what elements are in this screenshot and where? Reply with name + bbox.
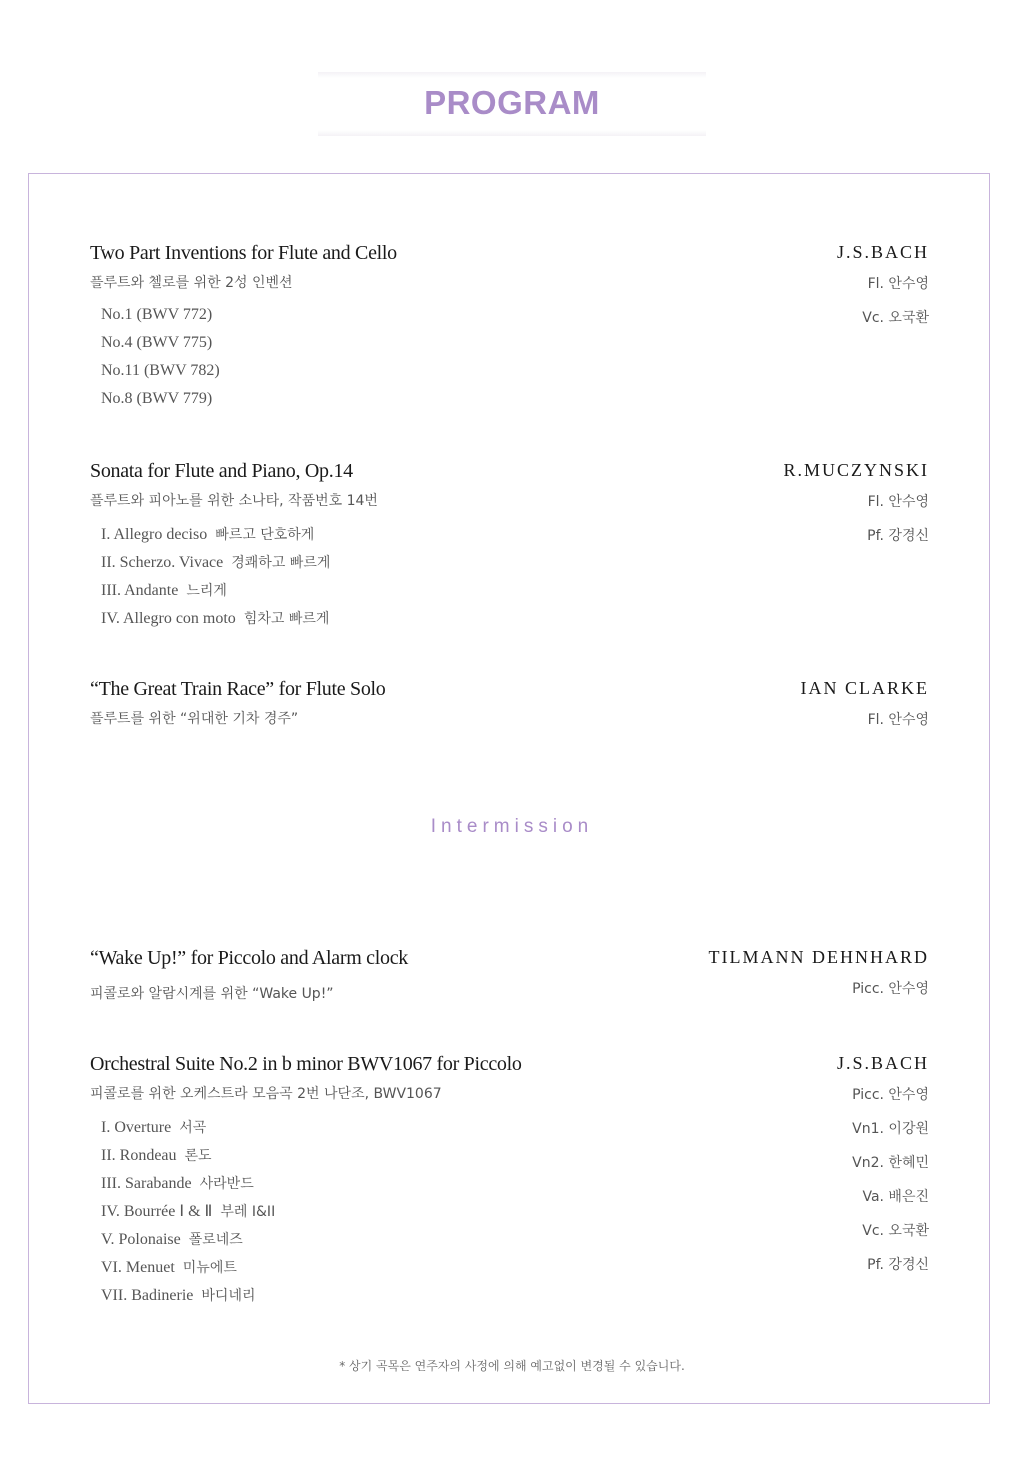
page-title: PROGRAM (424, 84, 600, 121)
movement-item: III. Andante 느리게 (101, 582, 227, 599)
piece-title: Sonata for Flute and Piano, Op.14 (90, 460, 353, 482)
composer-name: J.S.BACH (836, 1053, 929, 1073)
performer: Vn1. 이강원 (852, 1121, 929, 1137)
movement-list (101, 525, 330, 637)
performer-list (852, 979, 929, 1013)
movement-item: IV. Allegro con moto 힘차고 빠르게 (101, 610, 330, 627)
performer: Fl. 안수영 (867, 712, 929, 728)
movement-item: VI. Menuet 미뉴에트 (101, 1259, 237, 1276)
performer: Vc. 오국환 (862, 1223, 929, 1239)
performer: Fl. 안수영 (867, 276, 929, 292)
piece-subtitle: 피콜로를 위한 오케스트라 모음곡 2번 나단조, BWV1067 (90, 1086, 442, 1102)
movement-item: No.1 (BWV 772) (101, 306, 213, 323)
movement-item: No.11 (BWV 782) (101, 362, 220, 379)
performer: Fl. 안수영 (867, 494, 929, 510)
composer-name: TILMANN DEHNHARD (708, 947, 929, 967)
piece-subtitle: 플루트와 피아노를 위한 소나타, 작품번호 14번 (90, 493, 378, 509)
performer-list (867, 492, 929, 560)
movement-item: I. Allegro deciso 빠르고 단호하게 (101, 526, 315, 543)
movement-item: VII. Badinerie 바디네리 (101, 1287, 256, 1304)
performer: Vc. 오국환 (862, 310, 929, 326)
movement-item: III. Sarabande 사라반드 (101, 1175, 254, 1192)
movement-list (101, 1118, 275, 1314)
movement-item: II. Scherzo. Vivace 경쾌하고 빠르게 (101, 554, 331, 571)
performer: Pf. 강경신 (867, 1257, 929, 1273)
performer: Picc. 안수영 (852, 981, 929, 997)
composer-name: R.MUCZYNSKI (783, 460, 929, 480)
piece-title: Two Part Inventions for Flute and Cello (90, 242, 397, 264)
piece-title: Orchestral Suite No.2 in b minor BWV1067 for Piccolo (90, 1053, 522, 1075)
performer-list (868, 710, 929, 744)
movement-item: No.8 (BWV 779) (101, 390, 213, 407)
performer: Picc. 안수영 (852, 1087, 929, 1103)
movement-item: II. Rondeau 론도 (101, 1147, 212, 1164)
piece-subtitle: 피콜로와 알람시계를 위한 “Wake Up!” (90, 986, 334, 1002)
composer-name: IAN CLARKE (800, 678, 929, 698)
piece-title: “Wake Up!” for Piccolo and Alarm clock (90, 947, 408, 969)
intermission-label: Intermission (430, 816, 594, 837)
movement-item: V. Polonaise 폴로네즈 (101, 1231, 243, 1248)
movement-item: IV. Bourrée Ⅰ & Ⅱ 부레 I&II (101, 1203, 276, 1220)
performer: Pf. 강경신 (867, 528, 929, 544)
piece-subtitle: 플루트와 첼로를 위한 2성 인벤션 (90, 275, 293, 291)
performer-list (862, 274, 929, 342)
performer: Va. 배은진 (862, 1189, 929, 1205)
performer: Vn2. 한혜민 (852, 1155, 929, 1171)
movement-item: I. Overture 서곡 (101, 1119, 207, 1136)
movement-list (101, 305, 220, 417)
performer-list (852, 1085, 929, 1289)
footnote: * 상기 곡목은 연주자의 사정에 의해 예고없이 변경될 수 있습니다. (339, 1359, 685, 1373)
piece-title: “The Great Train Race” for Flute Solo (90, 678, 386, 700)
piece-subtitle: 플루트를 위한 “위대한 기차 경주” (90, 711, 299, 727)
composer-name: J.S.BACH (836, 242, 929, 262)
movement-item: No.4 (BWV 775) (101, 334, 213, 351)
